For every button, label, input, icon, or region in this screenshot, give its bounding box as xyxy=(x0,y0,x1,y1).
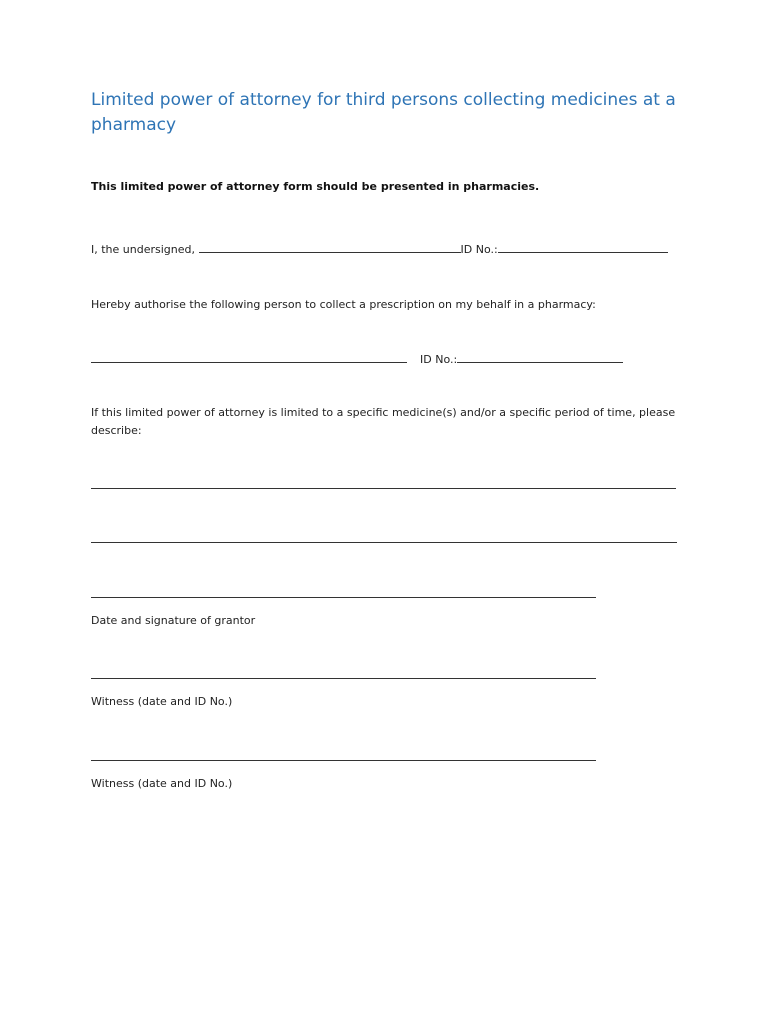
limited-description-text: If this limited power of attorney is limited to a specific medicine(s) and/or a specific period of time, please describe: xyxy=(91,406,676,437)
document-title: Limited power of attorney for third persons collecting medicines at a pharmacy xyxy=(91,90,676,135)
grantor-name-field[interactable] xyxy=(199,242,461,253)
authorised-person-name-field[interactable] xyxy=(91,352,407,363)
grantor-id-label: ID No.: xyxy=(460,243,498,256)
grantor-id-field[interactable] xyxy=(498,242,668,253)
undersigned-label: I, the undersigned, xyxy=(91,243,195,256)
authorised-person-id-label: ID No.: xyxy=(420,353,458,366)
witness2-caption: Witness (date and ID No.) xyxy=(91,777,233,790)
witness1-caption: Witness (date and ID No.) xyxy=(91,695,233,708)
authorised-person-row xyxy=(91,351,623,369)
authorise-text: Hereby authorise the following person to collect a prescription on my behalf in a pharmacy: xyxy=(91,298,596,311)
undersigned-row xyxy=(91,241,668,259)
grantor-signature-caption: Date and signature of grantor xyxy=(91,614,256,627)
grantor-signature-line[interactable] xyxy=(91,597,596,598)
description-line-1[interactable] xyxy=(91,488,676,489)
authorised-person-id-field[interactable] xyxy=(457,352,623,363)
document-subtitle: This limited power of attorney form should be presented in pharmacies. xyxy=(91,180,540,193)
description-line-2[interactable] xyxy=(91,542,677,543)
witness2-signature-line[interactable] xyxy=(91,760,596,761)
witness1-signature-line[interactable] xyxy=(91,678,596,679)
